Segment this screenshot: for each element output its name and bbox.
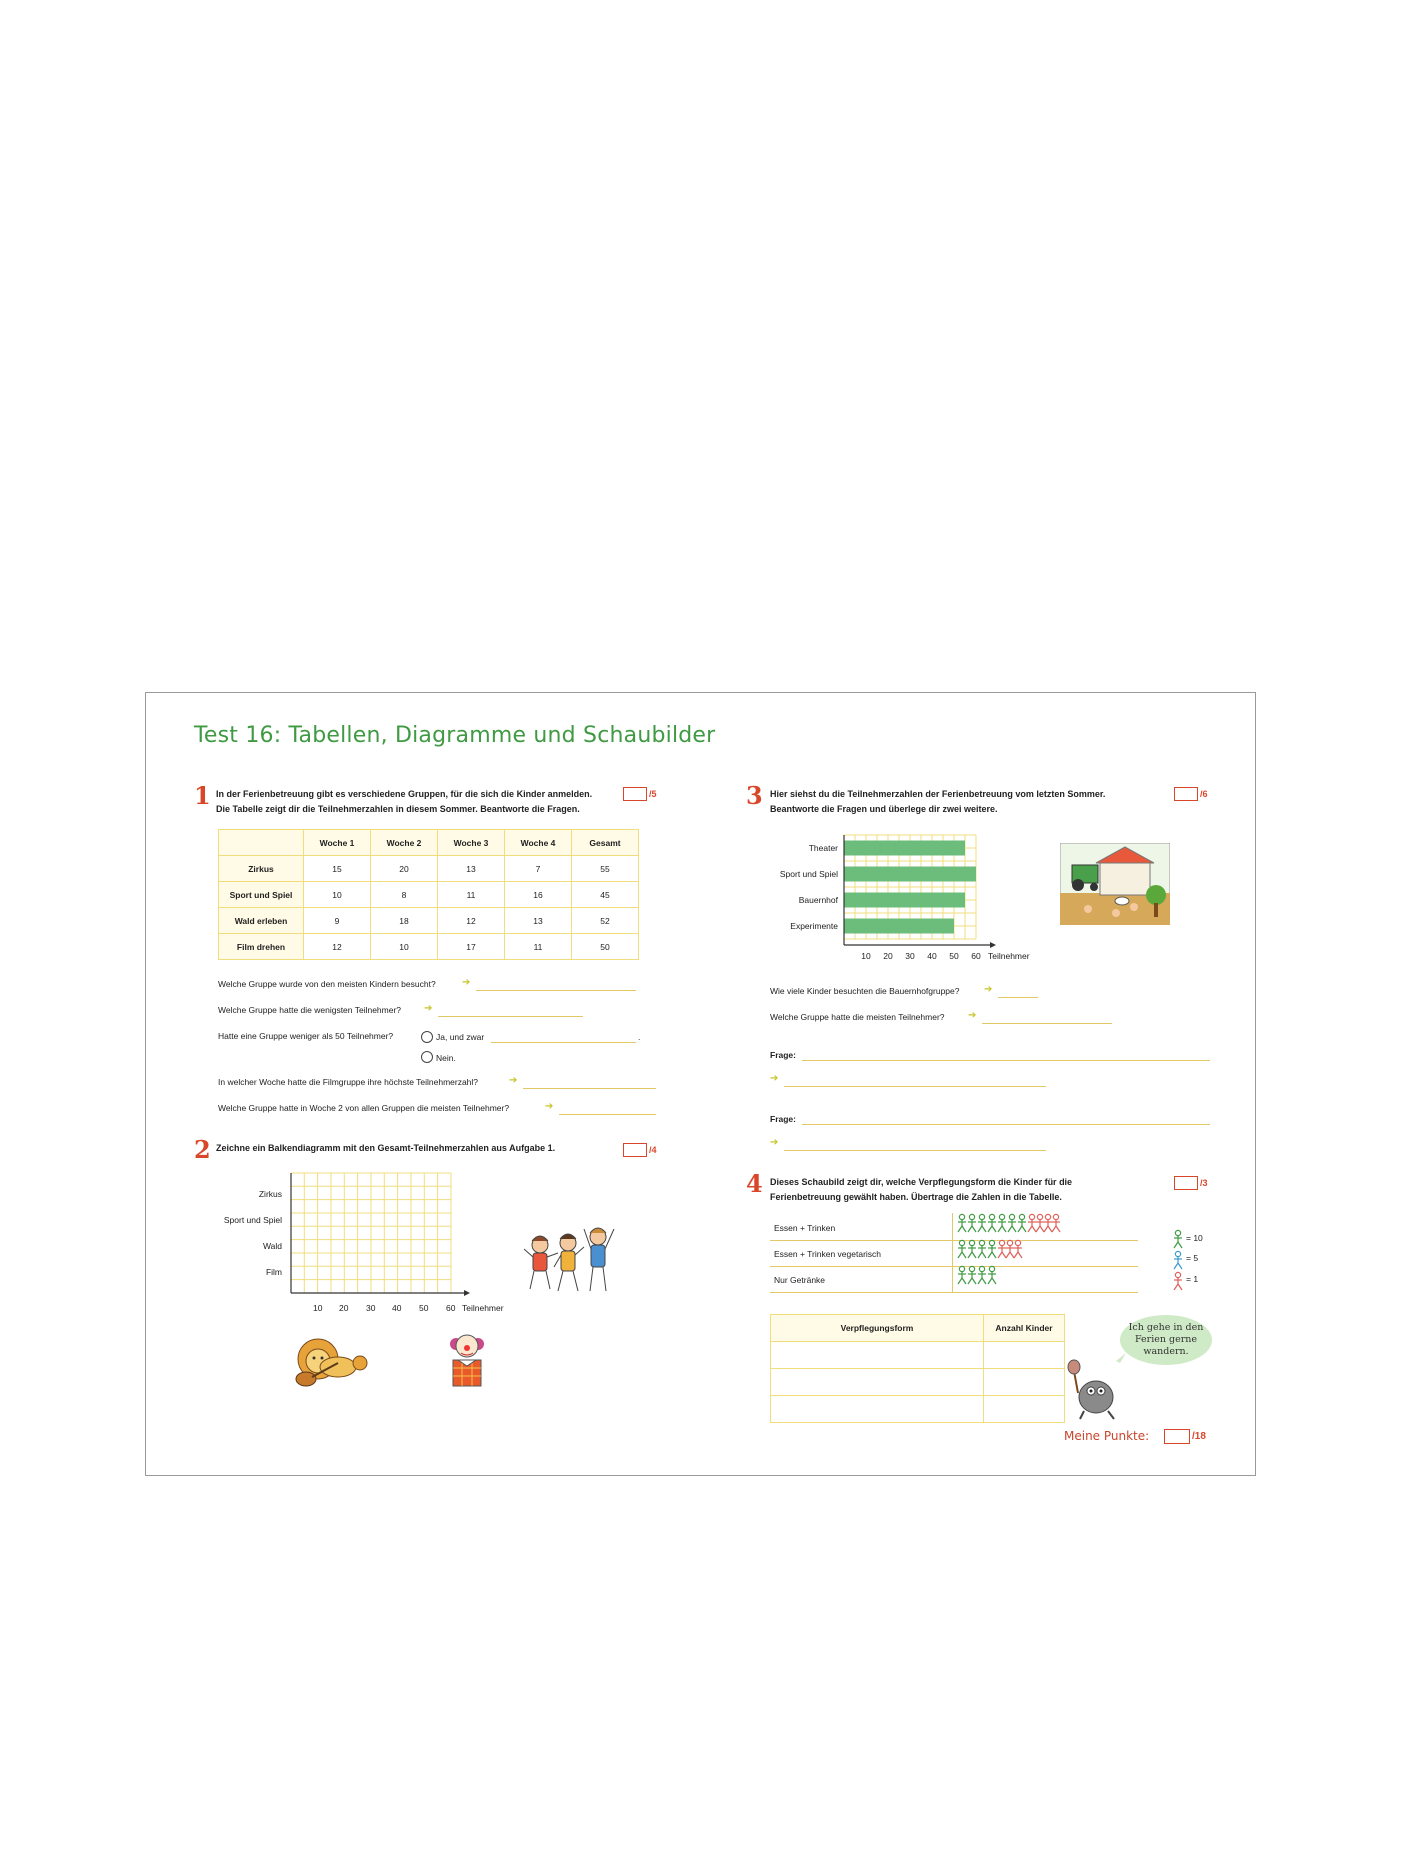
task-1-points-box[interactable]: [623, 787, 647, 801]
x-axis-label: Teilnehmer: [988, 951, 1030, 961]
legend-person-1-icon: [1174, 1272, 1182, 1290]
total-points-label: Meine Punkte:: [1064, 1429, 1150, 1443]
tick-label: 60: [971, 951, 981, 961]
participants-bar-chart: [756, 831, 1046, 961]
farm-illustration: [1060, 843, 1170, 925]
food-table: [770, 1314, 1065, 1423]
person-1-icon: [1044, 1214, 1052, 1232]
task-3-instruction-line-1: Hier siehst du die Teilnehmerzahlen der Ferienbetreuung vom letzten Sommer.: [770, 789, 1106, 799]
person-1-icon: [1052, 1214, 1060, 1232]
tick-label: 30: [905, 951, 915, 961]
person-1-icon: [1036, 1214, 1044, 1232]
total-points-max: /18: [1192, 1431, 1206, 1442]
bar: [844, 919, 954, 934]
tick-label: 20: [883, 951, 893, 961]
table-cell: 15: [304, 856, 371, 882]
grid-tick: 50: [419, 1303, 429, 1313]
task-1-instruction-line-1: In der Ferienbetreuung gibt es verschiedene Gruppen, für die sich die Kinder anmelden.: [216, 789, 593, 799]
legend-person-10-icon: [1174, 1230, 1182, 1248]
grid-tick: 10: [313, 1303, 323, 1313]
table-cell: 18: [371, 908, 438, 934]
pictogram-divider: [952, 1213, 953, 1293]
task-2-number: 2: [194, 1135, 211, 1164]
table-cell: 20: [371, 856, 438, 882]
table-cell: 10: [371, 934, 438, 960]
pictogram-label: Essen + Trinken: [774, 1223, 836, 1233]
grid-tick: 20: [339, 1303, 349, 1313]
table-cell-input[interactable]: [771, 1342, 984, 1369]
arrow-icon: ➔: [424, 1003, 433, 1014]
person-10-icon: [958, 1214, 966, 1232]
person-1-icon: [1028, 1214, 1036, 1232]
table-row: [771, 1369, 1065, 1396]
task-1-instruction: [216, 787, 592, 817]
tick-label: 50: [949, 951, 959, 961]
bubble-line-2: Ferien gerne: [1134, 1334, 1198, 1345]
table-cell: 52: [572, 908, 639, 934]
table-cell: 50: [572, 934, 639, 960]
tick-label: 40: [927, 951, 937, 961]
bar-label: Sport und Spiel: [779, 869, 838, 879]
person-10-icon: [1018, 1214, 1026, 1232]
person-10-icon: [1008, 1214, 1016, 1232]
table-cell-input[interactable]: [984, 1342, 1065, 1369]
person-1-icon: [1006, 1240, 1014, 1258]
bar: [844, 893, 965, 908]
task-1-points-max: /5: [649, 789, 657, 799]
bubble-line-3: wandern.: [1143, 1346, 1189, 1357]
table-cell: 45: [572, 882, 639, 908]
table-cell-input[interactable]: [771, 1369, 984, 1396]
frage-label-2: Frage:: [770, 1114, 796, 1124]
grid-tick: 30: [366, 1303, 376, 1313]
period: .: [638, 1032, 641, 1042]
legend-label-10: = 10: [1186, 1233, 1203, 1243]
table-header-cell: [219, 830, 304, 856]
task-3-instruction-line-2: Beantworte die Fragen und überlege dir zwei weitere.: [770, 804, 998, 814]
table-cell: 11: [505, 934, 572, 960]
table-header-cell: Woche 4: [505, 830, 572, 856]
table-cell: 13: [438, 856, 505, 882]
legend-label-1: = 1: [1186, 1274, 1199, 1284]
task-3-instruction: [770, 787, 1105, 817]
table-cell: 16: [505, 882, 572, 908]
table-cell: 12: [438, 908, 505, 934]
axis-arrow-icon: [990, 942, 996, 948]
page-title: Test 16: Tabellen, Diagramme und Schaubilder: [194, 723, 716, 748]
empty-bar-grid[interactable]: [286, 1171, 526, 1321]
axis-arrow-icon: [464, 1290, 470, 1296]
table-cell: 12: [304, 934, 371, 960]
answer-line-1-2[interactable]: [438, 1016, 583, 1017]
legend-label-5: = 5: [1186, 1253, 1199, 1263]
grid-axis-label: Teilnehmer: [462, 1303, 504, 1313]
arrow-icon: ➔: [770, 1137, 779, 1148]
frage-line-2[interactable]: [802, 1124, 1210, 1125]
table-header-row: [771, 1315, 1065, 1342]
task-3-points-box[interactable]: [1174, 787, 1198, 801]
person-10-icon: [958, 1266, 966, 1284]
dancing-kids-illustration: [520, 1223, 620, 1298]
task-4-points-box[interactable]: [1174, 1176, 1198, 1190]
question-1-3: Hatte eine Gruppe weniger als 50 Teilnehmer?: [218, 1031, 394, 1041]
person-10-icon: [998, 1214, 1006, 1232]
table-cell-input[interactable]: [984, 1396, 1065, 1423]
task-3-number: 3: [746, 781, 763, 810]
pictogram-chart: [956, 1211, 1136, 1293]
person-10-icon: [968, 1214, 976, 1232]
lion-illustration: [286, 1333, 378, 1393]
legend-person-5-icon: [1174, 1251, 1182, 1269]
answer-line-1-1[interactable]: [476, 990, 636, 991]
table-row: [219, 856, 639, 882]
table-cell: 9: [304, 908, 371, 934]
table-row-header: Wald erleben: [219, 908, 304, 934]
bar-label: Bauernhof: [798, 895, 838, 905]
table-cell: 10: [304, 882, 371, 908]
table-header-cell: Verpflegungsform: [771, 1315, 984, 1342]
arrow-icon: ➔: [509, 1075, 518, 1086]
person-1-icon: [998, 1240, 1006, 1258]
answer-line-3-2[interactable]: [982, 1023, 1112, 1024]
table-header-cell: Gesamt: [572, 830, 639, 856]
person-10-icon: [978, 1266, 986, 1284]
speech-bubble: [1120, 1315, 1212, 1365]
frage-answer-line-2[interactable]: [784, 1150, 1046, 1151]
question-1-5: Welche Gruppe hatte in Woche 2 von allen Gruppen die meisten Teilnehmer?: [218, 1103, 510, 1113]
pictogram-label: Essen + Trinken vegetarisch: [774, 1249, 882, 1259]
table-cell: 17: [438, 934, 505, 960]
grid-label: Zirkus: [258, 1189, 282, 1199]
arrow-icon: ➔: [545, 1101, 554, 1112]
arrow-icon: ➔: [770, 1073, 779, 1084]
person-10-icon: [988, 1214, 996, 1232]
table-row: [771, 1396, 1065, 1423]
table-header-cell: Woche 2: [371, 830, 438, 856]
grid-label: Film: [265, 1267, 282, 1277]
grid-tick: 60: [446, 1303, 456, 1313]
person-10-icon: [988, 1240, 996, 1258]
table-row: [219, 934, 639, 960]
participants-table: [218, 829, 639, 960]
table-cell: 13: [505, 908, 572, 934]
task-2-points-box[interactable]: [623, 1143, 647, 1157]
frage-line-1[interactable]: [802, 1060, 1210, 1061]
answer-line-1-4[interactable]: [523, 1088, 656, 1089]
table-cell-input[interactable]: [771, 1396, 984, 1423]
person-10-icon: [988, 1266, 996, 1284]
table-cell: 55: [572, 856, 639, 882]
answer-line-1-5[interactable]: [559, 1114, 656, 1115]
bar-label: Experimente: [790, 921, 838, 931]
answer-line-3-1[interactable]: [998, 997, 1038, 998]
frage-answer-line-1[interactable]: [784, 1086, 1046, 1087]
question-1-1: Welche Gruppe wurde von den meisten Kindern besucht?: [218, 979, 436, 989]
pictogram-label: Nur Getränke: [774, 1275, 826, 1285]
table-row: [771, 1342, 1065, 1369]
arrow-icon: ➔: [984, 984, 993, 995]
answer-line-1-3[interactable]: [491, 1042, 636, 1043]
table-row: [219, 908, 639, 934]
task-2-points-max: /4: [649, 1145, 657, 1155]
person-10-icon: [968, 1266, 976, 1284]
task-4-instruction-line-1: Dieses Schaubild zeigt dir, welche Verpflegungsform die Kinder für die: [770, 1177, 1073, 1187]
table-header-cell: Woche 3: [438, 830, 505, 856]
table-row-header: Film drehen: [219, 934, 304, 960]
task-4-number: 4: [746, 1169, 763, 1198]
question-3-2: Welche Gruppe hatte die meisten Teilnehmer?: [770, 1012, 945, 1022]
table-header-cell: Woche 1: [304, 830, 371, 856]
table-cell: 8: [371, 882, 438, 908]
task-1-instruction-line-2: Die Tabelle zeigt dir die Teilnehmerzahlen in diesem Sommer. Beantworte die Fragen.: [216, 804, 580, 814]
radio-yes[interactable]: [421, 1031, 433, 1043]
task-3-points-max: /6: [1200, 789, 1208, 799]
question-3-1: Wie viele Kinder besuchten die Bauernhofgruppe?: [770, 986, 960, 996]
arrow-icon: ➔: [462, 977, 471, 988]
worksheet-page: [145, 692, 1256, 1476]
radio-no[interactable]: [421, 1051, 433, 1063]
person-10-icon: [958, 1240, 966, 1258]
bar-label: Theater: [808, 843, 838, 853]
table-row-header: Zirkus: [219, 856, 304, 882]
bar: [844, 841, 965, 856]
bar: [844, 867, 976, 882]
grid-label: Sport und Spiel: [223, 1215, 282, 1225]
task-4-points-max: /3: [1200, 1178, 1208, 1188]
person-10-icon: [968, 1240, 976, 1258]
bubble-line-1: Ich gehe in den: [1128, 1322, 1204, 1333]
person-10-icon: [978, 1214, 986, 1232]
hiker-mascot-illustration: [1066, 1349, 1132, 1421]
table-cell: 11: [438, 882, 505, 908]
person-10-icon: [978, 1240, 986, 1258]
task-1-number: 1: [194, 781, 211, 810]
task-4-instruction: [770, 1175, 1072, 1205]
task-2-instruction: Zeichne ein Balkendiagramm mit den Gesamt-Teilnehmerzahlen aus Aufgabe 1.: [216, 1143, 556, 1153]
question-1-4: In welcher Woche hatte die Filmgruppe ihre höchste Teilnehmerzahl?: [218, 1077, 479, 1087]
table-header-cell: Anzahl Kinder: [984, 1315, 1065, 1342]
total-points-box[interactable]: [1164, 1429, 1190, 1444]
table-header-row: [219, 830, 639, 856]
question-1-2: Welche Gruppe hatte die wenigsten Teilnehmer?: [218, 1005, 402, 1015]
person-1-icon: [1014, 1240, 1022, 1258]
option-no-label: Nein.: [436, 1053, 456, 1063]
option-yes-label: Ja, und zwar: [436, 1032, 485, 1042]
grid-tick: 40: [392, 1303, 402, 1313]
frage-label-1: Frage:: [770, 1050, 796, 1060]
clown-illustration: [444, 1328, 490, 1392]
table-row: [219, 882, 639, 908]
arrow-icon: ➔: [968, 1010, 977, 1021]
tick-label: 10: [861, 951, 871, 961]
grid-label: Wald: [262, 1241, 282, 1251]
table-cell-input[interactable]: [984, 1369, 1065, 1396]
table-cell: 7: [505, 856, 572, 882]
task-4-instruction-line-2: Ferienbetreuung gewählt haben. Übertrage die Zahlen in die Tabelle.: [770, 1192, 1062, 1202]
table-row-header: Sport und Spiel: [219, 882, 304, 908]
